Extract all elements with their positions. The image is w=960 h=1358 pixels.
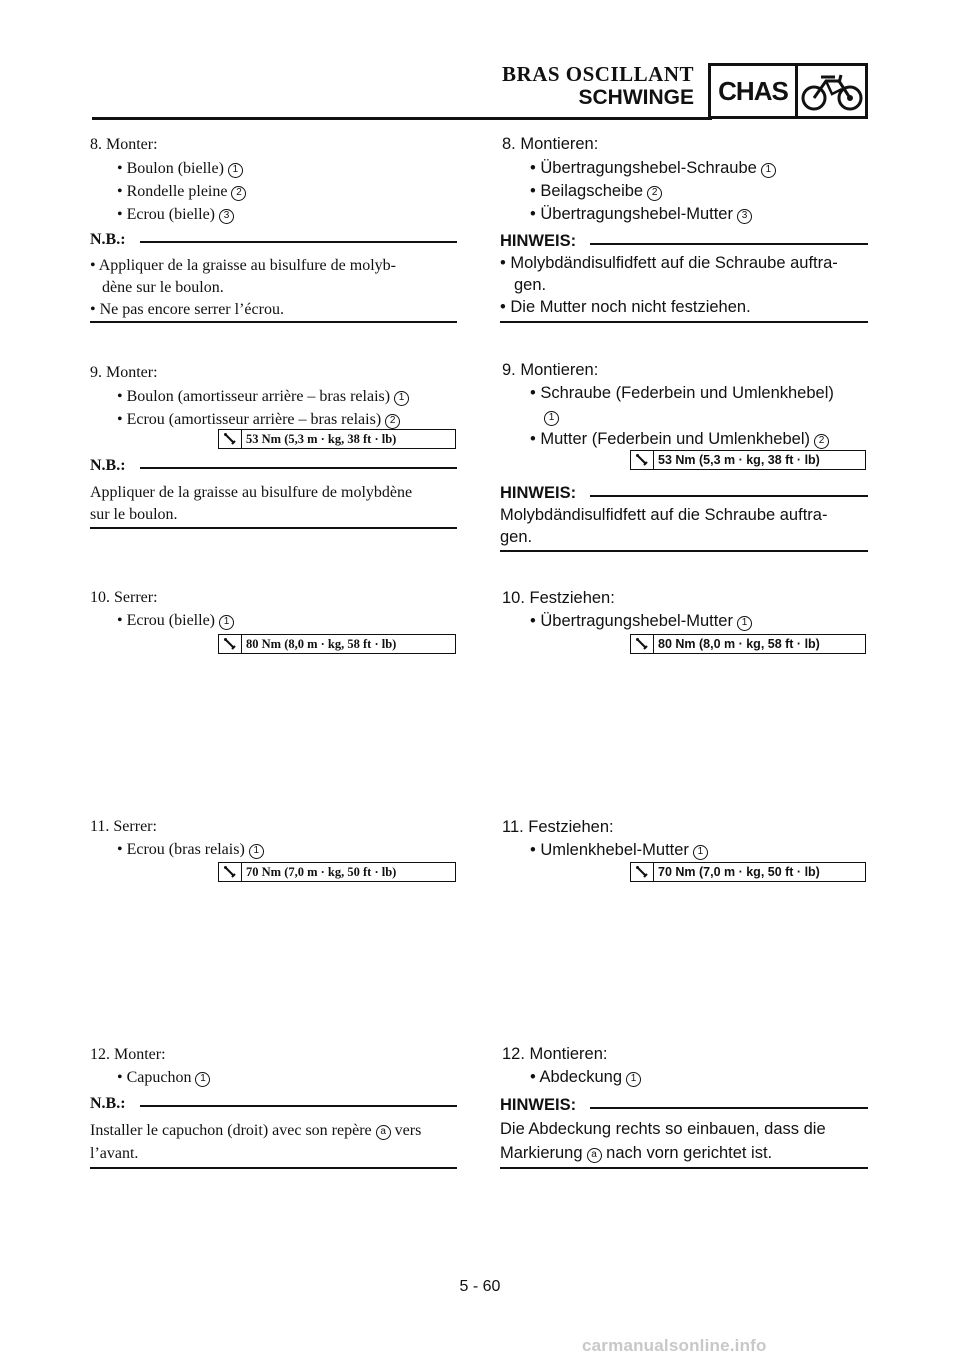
fr-note-9-label: N.B.: <box>90 457 126 474</box>
ref-a: a <box>376 1125 391 1140</box>
ref-1: 1 <box>249 844 264 859</box>
fr-note-9-header <box>90 457 457 475</box>
fr-step-9-torque-value: 53 Nm (5,3 m · kg, 38 ft · lb) <box>246 431 397 446</box>
fr-note-8-header <box>90 231 457 249</box>
de-note-12-header <box>500 1096 868 1115</box>
torque-wrench-icon <box>219 863 242 881</box>
header-rule <box>92 117 712 120</box>
fr-step-8-title: 8. Monter: <box>90 136 158 153</box>
fr-note-12-header <box>90 1095 457 1113</box>
de-note-8-label: HINWEIS: <box>500 232 577 250</box>
motorcycle-icon <box>798 66 865 116</box>
de-step-8-item-3-text: • Übertragungshebel-Mutter <box>530 205 733 223</box>
de-step-8-item-1-text: • Übertragungshebel-Schraube <box>530 159 757 177</box>
fr-note-12-rule <box>90 1167 457 1169</box>
fr-step-12-item-1 <box>117 1069 210 1087</box>
ref-3: 3 <box>219 209 234 224</box>
fr-step-8-item-1 <box>117 160 243 178</box>
de-step-11-torque <box>630 862 866 882</box>
fr-step-8-item-2-text: • Rondelle pleine <box>117 183 228 200</box>
ref-1: 1 <box>544 411 559 426</box>
de-step-8-item-3 <box>530 205 752 224</box>
ref-a: a <box>587 1148 602 1163</box>
de-step-12-title: 12. Montieren: <box>502 1045 608 1063</box>
fr-step-10-torque <box>218 634 456 654</box>
fr-step-12-title: 12. Monter: <box>90 1046 166 1063</box>
fr-step-10-item-1-text: • Ecrou (bielle) <box>117 612 215 629</box>
torque-wrench-icon <box>219 430 242 448</box>
fr-step-11-torque-value: 70 Nm (7,0 m · kg, 50 ft · lb) <box>246 864 397 879</box>
fr-note-8-label: N.B.: <box>90 231 126 248</box>
de-step-8-item-2 <box>530 182 662 201</box>
ref-1: 1 <box>737 616 752 631</box>
fr-step-9-item-1-text: • Boulon (amortisseur arrière – bras relais) <box>117 388 391 405</box>
de-step-9-torque-value: 53 Nm (5,3 m · kg, 38 ft · lb) <box>658 453 820 467</box>
de-step-9-item-2 <box>530 430 829 449</box>
torque-wrench-icon <box>631 863 654 881</box>
de-step-8-title: 8. Montieren: <box>502 135 599 153</box>
torque-wrench-icon <box>631 451 654 469</box>
fr-step-9-item-1 <box>117 388 409 406</box>
fr-step-12-item-1-text: • Capuchon <box>117 1069 192 1086</box>
de-step-10-torque-value: 80 Nm (8,0 m · kg, 58 ft · lb) <box>658 637 820 651</box>
fr-step-8-item-2 <box>117 183 246 201</box>
fr-step-11-title: 11. Serrer: <box>90 818 157 835</box>
fr-note-12-line-1b: vers <box>394 1122 422 1139</box>
de-step-12-item-1-text: • Abdeckung <box>530 1068 623 1086</box>
fr-note-9-line-1: Appliquer de la graisse au bisulfure de molybdène <box>90 484 413 501</box>
fr-note-8-line-2: dène sur le boulon. <box>102 279 224 296</box>
ref-1: 1 <box>228 163 243 178</box>
fr-note-9-rule <box>90 527 457 529</box>
ref-1: 1 <box>195 1072 210 1087</box>
header-title-de: SCHWINGE <box>578 86 694 109</box>
de-note-8-line-3: • Die Mutter noch nicht festziehen. <box>500 298 751 316</box>
de-step-9-item-2-text: • Mutter (Federbein und Umlenkhebel) <box>530 430 810 448</box>
torque-wrench-icon <box>219 635 242 653</box>
de-step-8-item-2-text: • Beilagscheibe <box>530 182 644 200</box>
fr-note-12-line-1 <box>90 1119 421 1143</box>
fr-step-10-title: 10. Serrer: <box>90 589 158 606</box>
de-step-10-item-1 <box>530 612 752 631</box>
fr-step-8-item-3 <box>117 206 234 224</box>
de-note-12-line-2a: Markierung <box>500 1144 583 1162</box>
fr-step-11-item-1-text: • Ecrou (bras relais) <box>117 841 245 858</box>
fr-note-8-line-3: • Ne pas encore serrer l’écrou. <box>90 301 284 318</box>
de-note-9-rule <box>500 550 868 552</box>
de-note-9-line-2: gen. <box>500 528 533 546</box>
de-note-8-line-1: • Molybdändisulfidfett auf die Schraube auftra- <box>500 254 838 272</box>
fr-note-12-line-2: l’avant. <box>90 1145 139 1162</box>
de-step-9-item-1-ref <box>544 407 559 426</box>
fr-note-12-line-1a: Installer le capuchon (droit) avec son repère <box>90 1122 372 1139</box>
fr-step-9-item-2 <box>117 411 400 429</box>
de-step-10-item-1-text: • Übertragungshebel-Mutter <box>530 612 733 630</box>
de-step-11-item-1 <box>530 841 708 860</box>
de-step-9-item-1: • Schraube (Federbein und Umlenkhebel) <box>530 384 834 402</box>
de-note-8-line-2: gen. <box>514 276 547 294</box>
de-step-9-title: 9. Montieren: <box>502 361 599 379</box>
de-note-12-label: HINWEIS: <box>500 1096 577 1114</box>
watermark: carmanualsonline.info <box>582 1336 767 1355</box>
de-note-8-rule <box>500 321 868 323</box>
ref-3: 3 <box>737 209 752 224</box>
fr-note-8-rule <box>90 321 457 323</box>
ref-2: 2 <box>814 434 829 449</box>
de-note-12-rule <box>500 1167 868 1169</box>
fr-step-9-title: 9. Monter: <box>90 364 158 381</box>
de-step-11-item-1-text: • Umlenkhebel-Mutter <box>530 841 689 859</box>
de-step-10-torque <box>630 634 866 654</box>
fr-step-10-torque-value: 80 Nm (8,0 m · kg, 58 ft · lb) <box>246 636 397 651</box>
section-label: CHAS <box>711 66 798 116</box>
ref-1: 1 <box>761 163 776 178</box>
fr-note-9-line-2: sur le boulon. <box>90 506 178 523</box>
fr-step-9-torque <box>218 429 456 449</box>
ref-2: 2 <box>647 186 662 201</box>
de-note-12-line-2 <box>500 1141 772 1165</box>
page-number: 5 - 60 <box>459 1278 501 1295</box>
de-note-8-header <box>500 232 868 251</box>
fr-step-11-item-1 <box>117 841 264 859</box>
de-note-12-line-2b: nach vorn gerichtet ist. <box>606 1144 773 1162</box>
de-note-9-label: HINWEIS: <box>500 484 577 502</box>
de-note-12-line-1: Die Abdeckung rechts so einbauen, dass die <box>500 1120 826 1138</box>
de-step-9-torque <box>630 450 866 470</box>
ref-2: 2 <box>385 414 400 429</box>
fr-step-11-torque <box>218 862 456 882</box>
fr-note-8-line-1: • Appliquer de la graisse au bisulfure de molyb- <box>90 257 396 274</box>
de-step-11-title: 11. Festziehen: <box>502 818 614 836</box>
de-step-8-item-1 <box>530 159 776 178</box>
fr-note-12-label: N.B.: <box>90 1095 126 1112</box>
ref-1: 1 <box>219 615 234 630</box>
fr-step-10-item-1 <box>117 612 234 630</box>
de-step-11-torque-value: 70 Nm (7,0 m · kg, 50 ft · lb) <box>658 865 820 879</box>
ref-1: 1 <box>626 1072 641 1087</box>
de-note-9-line-1: Molybdändisulfidfett auf die Schraube auftra- <box>500 506 828 524</box>
de-step-12-item-1 <box>530 1068 641 1087</box>
ref-1: 1 <box>394 391 409 406</box>
section-badge <box>708 63 868 119</box>
de-step-10-title: 10. Festziehen: <box>502 589 615 607</box>
ref-2: 2 <box>231 186 246 201</box>
torque-wrench-icon <box>631 635 654 653</box>
header-title-fr: BRAS OSCILLANT <box>502 62 694 86</box>
ref-1: 1 <box>693 845 708 860</box>
fr-step-9-item-2-text: • Ecrou (amortisseur arrière – bras relais) <box>117 411 382 428</box>
fr-step-8-item-3-text: • Ecrou (bielle) <box>117 206 215 223</box>
de-note-9-header <box>500 484 868 503</box>
fr-step-8-item-1-text: • Boulon (bielle) <box>117 160 224 177</box>
